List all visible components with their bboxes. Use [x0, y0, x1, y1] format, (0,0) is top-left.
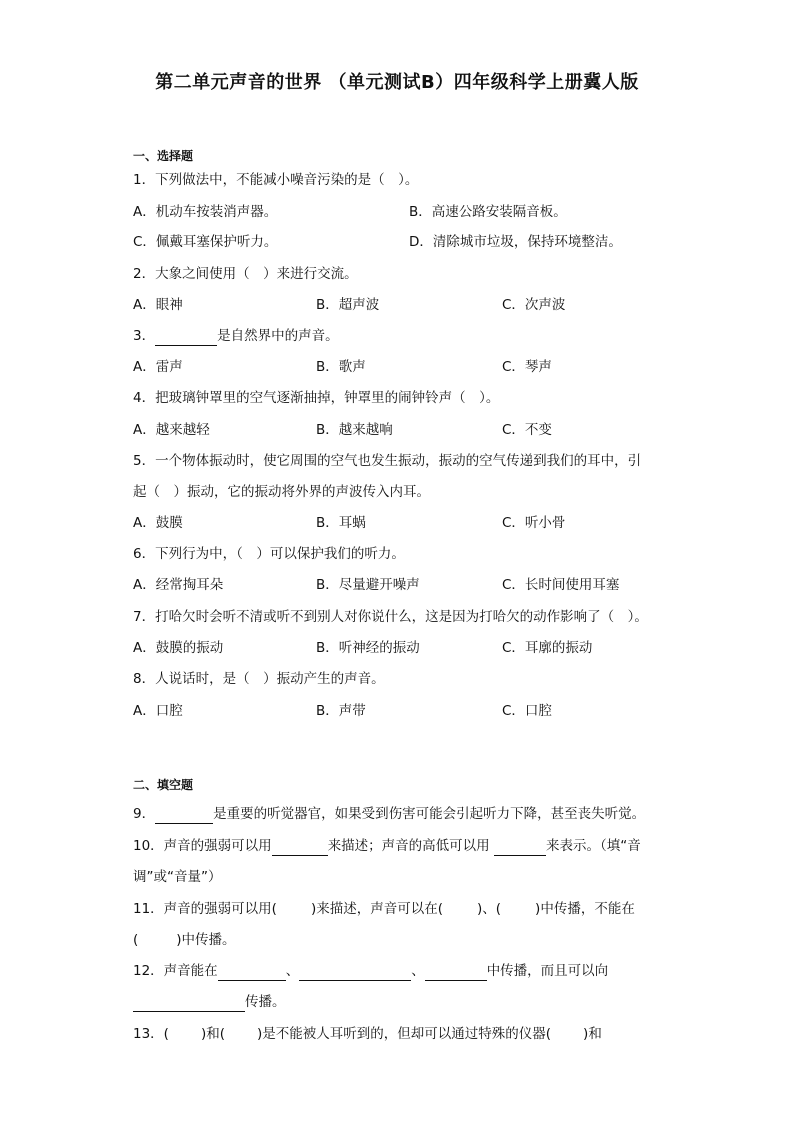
question-8-option-b: B．声带: [316, 703, 366, 719]
question-11-part4: )中传播，不能在: [535, 901, 635, 917]
question-12-blank-3: [425, 965, 487, 981]
question-9-text: 是重要的听觉器官，如果受到伤害可能会引起听力下降，甚至丧失听觉。: [213, 806, 646, 822]
question-7-stem: 7．打哈欠时会听不清或听不到别人对你说什么，这是因为打哈欠的动作影响了（ ）。: [133, 609, 648, 625]
question-5-stem-line1: 5．一个物体振动时，使它周围的空气也发生振动，振动的空气传递到我们的耳中，引: [133, 453, 642, 469]
question-11-stem-line1: [133, 899, 635, 919]
question-6-option-a: A．经常掏耳朵: [133, 577, 224, 593]
question-11-part2: )来描述，声音可以在(: [310, 901, 443, 917]
question-10-part2: 来描述；声音的高低可以用: [327, 838, 494, 854]
question-3-text: 是自然界中的声音。: [217, 328, 339, 344]
section-heading-fill: 二、填空题: [133, 778, 194, 792]
question-11-line2-text: )中传播。: [176, 932, 236, 948]
question-1-option-b: B．高速公路安装隔音板。: [409, 204, 567, 220]
question-1-option-d: D．清除城市垃圾，保持环境整洁。: [409, 234, 622, 250]
question-3-stem: [133, 326, 339, 346]
question-12-part4: 中传播，而且可以向: [486, 963, 609, 979]
question-10-part3: 来表示。（填“音: [545, 838, 641, 854]
question-3-option-c: C．琴声: [502, 359, 552, 375]
question-6-option-b: B．尽量避开噪声: [316, 577, 420, 593]
question-13-part2: )和(: [200, 1026, 225, 1042]
question-4-option-b: B．越来越响: [316, 422, 393, 438]
question-9-blank: [155, 808, 213, 824]
question-3-option-b: B．歌声: [316, 359, 366, 375]
question-9-number: 9．: [133, 806, 156, 822]
question-12-stem-line2: [133, 992, 286, 1012]
question-12-part3: 、: [411, 963, 425, 979]
question-9-stem: [133, 804, 645, 824]
question-2-stem: 2．大象之间使用（ ）来进行交流。: [133, 266, 358, 282]
question-11-part3: )、(: [477, 901, 502, 917]
question-10-stem-line2: 调”或“音量”）: [133, 869, 222, 885]
question-4-option-c: C．不变: [502, 422, 552, 438]
question-7-option-c: C．耳廓的振动: [502, 640, 593, 656]
question-5-stem-line2: 起（ ）振动，它的振动将外界的声波传入内耳。: [133, 484, 430, 500]
question-10-blank-2: [494, 840, 546, 856]
question-13-part1: 13．(: [133, 1026, 169, 1042]
question-5-option-c: C．听小骨: [502, 515, 566, 531]
question-2-option-b: B．超声波: [316, 297, 380, 313]
question-11-stem-line2: [133, 930, 236, 950]
question-12-part2: 、: [285, 963, 300, 979]
page-title: 第二单元声音的世界 （单元测试B）四年级科学上册冀人版: [155, 72, 639, 93]
question-3-option-a: A．雷声: [133, 359, 183, 375]
question-10-blank-1: [272, 840, 328, 856]
question-8-stem: 8．人说话时，是（ ）振动产生的声音。: [133, 671, 385, 687]
question-1-stem: 1．下列做法中，不能减小噪音污染的是（ ）。: [133, 172, 419, 188]
question-12-stem-line1: [133, 961, 608, 981]
question-12-blank-1: [218, 965, 286, 981]
question-3-blank: [155, 330, 217, 346]
question-5-option-a: A．鼓膜: [133, 515, 183, 531]
question-3-number: 3．: [133, 328, 156, 344]
question-2-option-c: C．次声波: [502, 297, 566, 313]
question-10-stem-line1: [133, 836, 641, 856]
question-12-part1: 12．声音能在: [133, 963, 218, 979]
question-1-option-c: C．佩戴耳塞保护听力。: [133, 234, 278, 250]
question-12-line2-text: 传播。: [245, 994, 286, 1010]
section-heading-choice: 一、选择题: [133, 149, 194, 163]
question-5-option-b: B．耳蜗: [316, 515, 366, 531]
question-7-option-b: B．听神经的振动: [316, 640, 420, 656]
question-8-option-c: C．口腔: [502, 703, 552, 719]
question-6-stem: 6．下列行为中，（ ）可以保护我们的听力。: [133, 546, 405, 562]
question-11-part1: 11．声音的强弱可以用(: [133, 901, 277, 917]
question-12-blank-4: [133, 996, 245, 1012]
question-4-stem: 4．把玻璃钟罩里的空气逐渐抽掉，钟罩里的闹钟铃声（ ）。: [133, 390, 500, 406]
question-11-line2-open: (: [133, 932, 139, 948]
question-6-option-c: C．长时间使用耳塞: [502, 577, 620, 593]
question-1-option-a: A．机动车按装消声器。: [133, 204, 278, 220]
question-4-option-a: A．越来越轻: [133, 422, 210, 438]
question-2-option-a: A．眼神: [133, 297, 183, 313]
question-12-blank-2: [299, 965, 411, 981]
question-10-part1: 10．声音的强弱可以用: [133, 838, 272, 854]
question-13-stem-line1: [133, 1024, 602, 1044]
question-8-option-a: A．口腔: [133, 703, 183, 719]
question-13-part4: )和: [583, 1026, 602, 1042]
question-13-part3: )是不能被人耳听到的，但却可以通过特殊的仪器(: [257, 1026, 552, 1042]
question-7-option-a: A．鼓膜的振动: [133, 640, 224, 656]
